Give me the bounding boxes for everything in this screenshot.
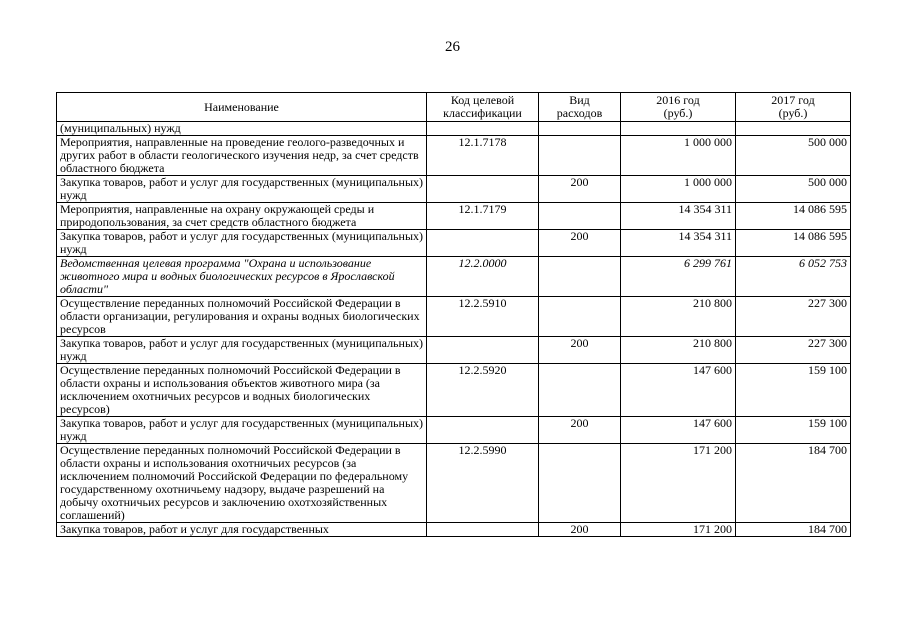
row-2017-cell: 500 000 [736,176,851,203]
table-row [57,122,851,136]
row-type-cell [539,122,621,136]
row-type-cell [539,444,621,523]
row-2017-cell: 6 052 753 [736,257,851,297]
row-code-cell [427,417,539,444]
row-code-cell: 12.2.5920 [427,364,539,417]
row-name-cell: Закупка товаров, работ и услуг для государственных (муниципальных) нужд [57,337,427,364]
row-code-cell: 12.2.0000 [427,257,539,297]
row-code-cell: 12.1.7178 [427,136,539,176]
row-2016-cell: 6 299 761 [621,257,736,297]
row-2016-cell: 147 600 [621,417,736,444]
row-2017-cell: 14 086 595 [736,230,851,257]
row-2017-cell [736,122,851,136]
table-row [57,297,851,337]
row-code-cell [427,176,539,203]
row-2016-cell: 14 354 311 [621,203,736,230]
row-2016-cell: 14 354 311 [621,230,736,257]
row-name-cell: Осуществление переданных полномочий Российской Федерации в области охраны и использования объектов животного мира (за исключением охотничьих ресурсов и водных биологических ресурсов) [57,364,427,417]
row-name-cell: Ведомственная целевая программа "Охрана и использование животного мира и водных биологических ресурсов в Ярославской области" [57,257,427,297]
row-2017-cell: 14 086 595 [736,203,851,230]
table-row [57,136,851,176]
budget-table [56,92,851,537]
row-type-cell: 200 [539,523,621,537]
table-row [57,176,851,203]
row-code-cell: 12.2.5910 [427,297,539,337]
row-2017-cell: 159 100 [736,417,851,444]
header-2016: 2016 год (руб.) [621,93,736,122]
row-2017-cell: 184 700 [736,444,851,523]
row-2016-cell: 210 800 [621,337,736,364]
table-row [57,523,851,537]
table-row [57,203,851,230]
row-type-cell: 200 [539,230,621,257]
row-code-cell [427,523,539,537]
table-row [57,417,851,444]
row-name-cell: Мероприятия, направленные на охрану окружающей среды и природопользования, за счет средств областного бюджета [57,203,427,230]
row-type-cell [539,203,621,230]
row-code-cell [427,122,539,136]
row-2016-cell: 1 000 000 [621,136,736,176]
row-type-cell [539,136,621,176]
row-type-cell [539,257,621,297]
row-name-cell: Закупка товаров, работ и услуг для государственных (муниципальных) нужд [57,417,427,444]
row-code-cell: 12.2.5990 [427,444,539,523]
page-number: 26 [445,39,460,55]
row-2017-cell: 227 300 [736,337,851,364]
row-2017-cell: 500 000 [736,136,851,176]
table-row [57,444,851,523]
row-2017-cell: 184 700 [736,523,851,537]
row-2016-cell: 171 200 [621,523,736,537]
table-row [57,230,851,257]
row-code-cell [427,337,539,364]
row-2016-cell: 1 000 000 [621,176,736,203]
row-name-cell: Закупка товаров, работ и услуг для государственных (муниципальных) нужд [57,230,427,257]
row-name-cell: Мероприятия, направленные на проведение геолого-разведочных и других работ в области геологического изучения недр, за счет средств областного бюджета [57,136,427,176]
row-name-cell: Закупка товаров, работ и услуг для государственных (муниципальных) нужд [57,176,427,203]
table-row [57,257,851,297]
row-2016-cell: 171 200 [621,444,736,523]
table-row [57,364,851,417]
row-name-cell: Осуществление переданных полномочий Российской Федерации в области охраны и использования охотничьих ресурсов (за исключением полномочий Российской Федерации по федеральному государственному охотничьему надзору, выдаче разрешений на добычу охотничьих ресурсов и заключению охотхозяйственных соглашений) [57,444,427,523]
header-2017: 2017 год (руб.) [736,93,851,122]
row-2017-cell: 159 100 [736,364,851,417]
table-header-row [57,93,851,122]
header-type: Вид расходов [539,93,621,122]
header-code: Код целевой классификации [427,93,539,122]
row-type-cell: 200 [539,337,621,364]
table-row [57,337,851,364]
row-type-cell: 200 [539,417,621,444]
row-name-cell: Закупка товаров, работ и услуг для государственных [57,523,427,537]
row-type-cell [539,364,621,417]
row-2016-cell: 147 600 [621,364,736,417]
row-code-cell [427,230,539,257]
row-2016-cell: 210 800 [621,297,736,337]
row-name-cell: (муниципальных) нужд [57,122,427,136]
row-name-cell: Осуществление переданных полномочий Российской Федерации в области организации, регулирования и охраны водных биологических ресурсов [57,297,427,337]
row-2017-cell: 227 300 [736,297,851,337]
row-type-cell: 200 [539,176,621,203]
row-2016-cell [621,122,736,136]
row-type-cell [539,297,621,337]
header-name: Наименование [57,93,427,122]
row-code-cell: 12.1.7179 [427,203,539,230]
